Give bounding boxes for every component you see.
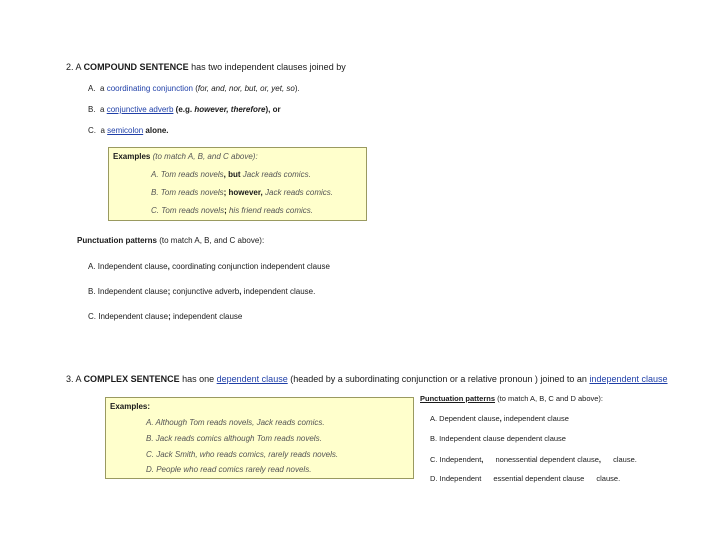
example-text: C. Tom reads novels [151, 206, 225, 215]
pattern-punctuation: , [239, 287, 242, 296]
pattern-part: B. Independent clause [430, 434, 505, 443]
pattern-punctuation: ; [168, 312, 171, 321]
pattern-part: independent clause [172, 312, 243, 321]
section3-examples-box [105, 397, 414, 479]
patterns-label: Punctuation patterns [420, 394, 496, 403]
pattern-line-b [430, 434, 566, 443]
section2-number: 2. [66, 62, 74, 72]
example-line-b [151, 188, 333, 197]
pattern-part: D. Independent [430, 474, 482, 483]
pattern-part: independent clause [260, 262, 330, 271]
section2-item-b [88, 105, 281, 114]
example-punctuation: ; however, [223, 188, 263, 197]
section2-article: A [75, 62, 82, 72]
section3-number: 3. [66, 374, 74, 384]
pattern-part: clause. [596, 474, 621, 483]
examples-heading [113, 152, 258, 161]
examples-note: (to match A, B, and C above): [152, 152, 258, 161]
pattern-part: independent clause [503, 414, 569, 423]
pattern-part: dependent clause [506, 434, 566, 443]
example-text: Jack reads comics. [265, 188, 334, 197]
section2-term: COMPOUND SENTENCE [83, 62, 189, 72]
examples-label: Examples: [110, 402, 151, 411]
example-line-c: C. Jack Smith, who reads comics, rarely reads novels. [146, 450, 339, 459]
patterns-note: (to match A, B, C and D above): [497, 394, 603, 403]
patterns-note: (to match A, B, and C above): [159, 236, 265, 245]
example-text: Jack reads comics. [242, 170, 311, 179]
dependent-clause-link[interactable]: dependent clause [216, 374, 288, 384]
example-line-c [151, 206, 313, 215]
item-paren-open: ( [195, 84, 198, 93]
section3-term: COMPLEX SENTENCE [83, 374, 180, 384]
item-tail: alone. [145, 126, 169, 135]
examples-heading [110, 402, 150, 411]
example-line-b: B. Jack reads comics although Tom reads novels. [146, 434, 322, 443]
item-letter: C. [88, 126, 96, 135]
examples-label: Examples [113, 152, 151, 161]
section2-item-c [88, 126, 169, 135]
item-paren-close: ). [294, 84, 300, 93]
pattern-line-c [430, 455, 637, 464]
example-text: A. Tom reads novels [151, 170, 224, 179]
section3-article: A [75, 374, 82, 384]
section2-heading [66, 62, 346, 72]
pattern-part: independent clause. [243, 287, 316, 296]
section2-examples-box [108, 147, 367, 221]
patterns-label: Punctuation patterns [77, 236, 158, 245]
pattern-part: clause. [613, 455, 637, 464]
item-italic: for, and, nor, but, or, yet, so [197, 84, 295, 93]
pattern-punctuation: , [481, 455, 484, 464]
pattern-part: essential dependent clause [493, 474, 585, 483]
section3-patterns-heading [420, 394, 603, 403]
pattern-line-a [88, 262, 330, 271]
conjunctive-adverb-link[interactable]: conjunctive adverb [106, 105, 174, 114]
example-line-a [151, 170, 311, 179]
example-line-a: A. Although Tom reads novels, Jack reads comics. [146, 418, 325, 427]
pattern-part: conjunctive adverb [172, 287, 240, 296]
section3-paren: (headed by a subordinating conjunction or a relative pronoun ) joined to an [290, 374, 587, 384]
item-letter: A. [88, 84, 96, 93]
coordinating-conjunction-link[interactable]: coordinating conjunction [106, 84, 193, 93]
section2-rest: has two independent clauses joined by [191, 62, 346, 72]
pattern-punctuation: , [167, 262, 170, 271]
example-punctuation: , but [223, 170, 241, 179]
item-italic: however, therefore [194, 105, 266, 114]
pattern-part: B. Independent clause [88, 287, 168, 296]
pattern-part: A. Independent clause [88, 262, 168, 271]
section2-item-a [88, 84, 300, 93]
independent-clause-link[interactable]: independent clause [589, 374, 668, 384]
section2-patterns-heading [77, 236, 264, 245]
section3-mid: has one [182, 374, 215, 384]
pattern-line-a [430, 414, 569, 423]
pattern-part: C. Independent [430, 455, 482, 464]
pattern-punctuation: , [499, 414, 502, 423]
example-text: his friend reads comics. [228, 206, 314, 215]
example-text: B. Tom reads novels [151, 188, 224, 197]
pattern-punctuation: ; [167, 287, 171, 296]
example-punctuation: ; [224, 206, 227, 215]
pattern-line-b [88, 287, 315, 296]
item-pre: a [100, 126, 105, 135]
item-pre: a [100, 105, 105, 114]
pattern-part: C. Independent clause [88, 312, 169, 321]
pattern-line-d [430, 474, 620, 483]
pattern-punctuation: , [598, 455, 601, 464]
item-letter: B. [88, 105, 96, 114]
pattern-line-c [88, 312, 242, 321]
item-pre: a [100, 84, 105, 93]
example-line-d: D. People who read comics rarely read novels. [146, 465, 312, 474]
pattern-part: nonessential dependent clause [495, 455, 599, 464]
section3-heading [66, 374, 668, 384]
semicolon-link[interactable]: semicolon [107, 126, 144, 135]
item-paren-open: (e.g. [175, 105, 193, 114]
pattern-part: coordinating conjunction [172, 262, 259, 271]
item-paren-close: ), or [265, 105, 281, 114]
pattern-part: A. Dependent clause [430, 414, 500, 423]
